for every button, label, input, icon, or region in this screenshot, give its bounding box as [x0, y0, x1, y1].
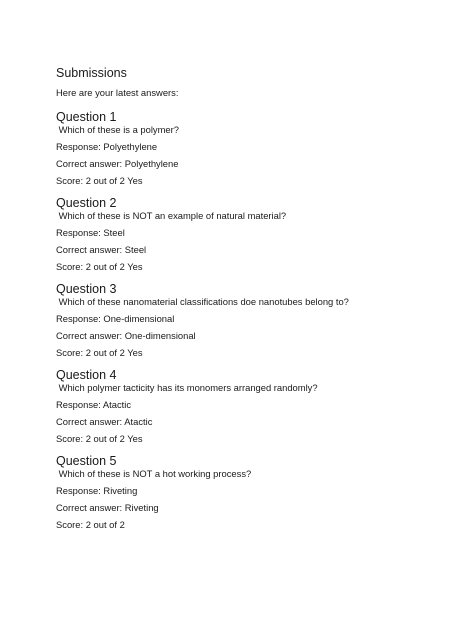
response-text: Response: Atactic [56, 399, 132, 410]
question-text: Which of these is NOT a hot working process? [56, 468, 252, 479]
question-block-2 [56, 196, 456, 272]
question-heading: Question 5 [56, 454, 117, 468]
score-text: Score: 2 out of 2 [56, 519, 125, 530]
response-text: Response: Polyethylene [56, 141, 158, 152]
question-text: Which of these nanomaterial classifications doe nanotubes belong to? [56, 296, 349, 307]
page-title: Submissions [56, 66, 127, 80]
question-heading: Question 3 [56, 282, 117, 296]
submissions-document [56, 66, 456, 540]
question-heading: Question 1 [56, 110, 117, 124]
score-text: Score: 2 out of 2 Yes [56, 175, 143, 186]
question-block-1 [56, 110, 456, 186]
correct-answer-text: Correct answer: One-dimensional [56, 330, 196, 341]
question-heading: Question 4 [56, 368, 117, 382]
question-text: Which polymer tacticity has its monomers arranged randomly? [56, 382, 318, 393]
correct-answer-text: Correct answer: Steel [56, 244, 147, 255]
score-text: Score: 2 out of 2 Yes [56, 433, 143, 444]
score-text: Score: 2 out of 2 Yes [56, 261, 143, 272]
question-text: Which of these is a polymer? [56, 124, 179, 135]
score-text: Score: 2 out of 2 Yes [56, 347, 143, 358]
question-block-4 [56, 368, 456, 444]
response-text: Response: One-dimensional [56, 313, 175, 324]
correct-answer-text: Correct answer: Atactic [56, 416, 153, 427]
intro-text: Here are your latest answers: [56, 87, 179, 98]
question-block-5 [56, 454, 456, 530]
question-block-3 [56, 282, 456, 358]
question-text: Which of these is NOT an example of natural material? [56, 210, 287, 221]
question-heading: Question 2 [56, 196, 117, 210]
correct-answer-text: Correct answer: Polyethylene [56, 158, 179, 169]
correct-answer-text: Correct answer: Riveting [56, 502, 159, 513]
response-text: Response: Steel [56, 227, 125, 238]
response-text: Response: Riveting [56, 485, 138, 496]
